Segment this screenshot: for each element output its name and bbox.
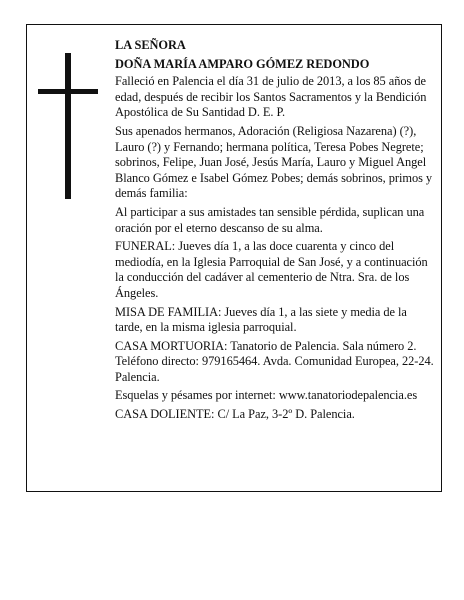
prayer-request: Al participar a sus amistades tan sensible pérdida, suplican una oración por el eterno descanso de su alma. xyxy=(115,204,425,235)
funeral-home-info: CASA MORTUORIA: Tanatorio de Palencia. Sala número 2. Teléfono directo: 979165464. Avda. Comunidad Europea, 22-24. Palencia. xyxy=(115,338,434,384)
mourning-house: CASA DOLIENTE: C/ La Paz, 3-2º D. Palencia. xyxy=(115,407,355,422)
cross-vertical-bar xyxy=(65,53,71,199)
deceased-name: DOÑA MARÍA AMPARO GÓMEZ REDONDO xyxy=(115,56,370,71)
cross-horizontal-bar xyxy=(38,89,98,94)
title-line-1: LA SEÑORA xyxy=(115,38,186,52)
obituary-frame xyxy=(26,24,442,492)
family-mass-info: MISA DE FAMILIA: Jueves día 1, a las siete y media de la tarde, en la misma iglesia parroquial. xyxy=(115,304,407,335)
death-announcement: Falleció en Palencia el día 31 de julio de 2013, a los 85 años de edad, después de recibir los Santos Sacramentos y la Bendición Apostólica de Su Santidad D. E. P. xyxy=(115,74,427,120)
family-list: Sus apenados hermanos, Adoración (Religiosa Nazarena) (?), Lauro (?) y Fernando; hermana política, Teresa Pobes Negrete; sobrinos, Felipe, Juan José, Jesús María, Lauro y Miguel Angel Blanco Gómez e Isabel Gómez Pobes; demás sobrinos, primos y demás familia: xyxy=(115,123,433,201)
funeral-info: FUNERAL: Jueves día 1, a las doce cuarenta y cinco del mediodía, en la Iglesia Parroquial de San José, y a continuación la conducción del cadáver al cementerio de Ntra. Sra. de los Ángeles. xyxy=(115,239,428,300)
cross-icon xyxy=(38,53,98,199)
internet-condolences: Esquelas y pésames por internet: www.tanatoriodepalencia.es xyxy=(115,388,418,403)
obituary-text xyxy=(115,38,437,426)
